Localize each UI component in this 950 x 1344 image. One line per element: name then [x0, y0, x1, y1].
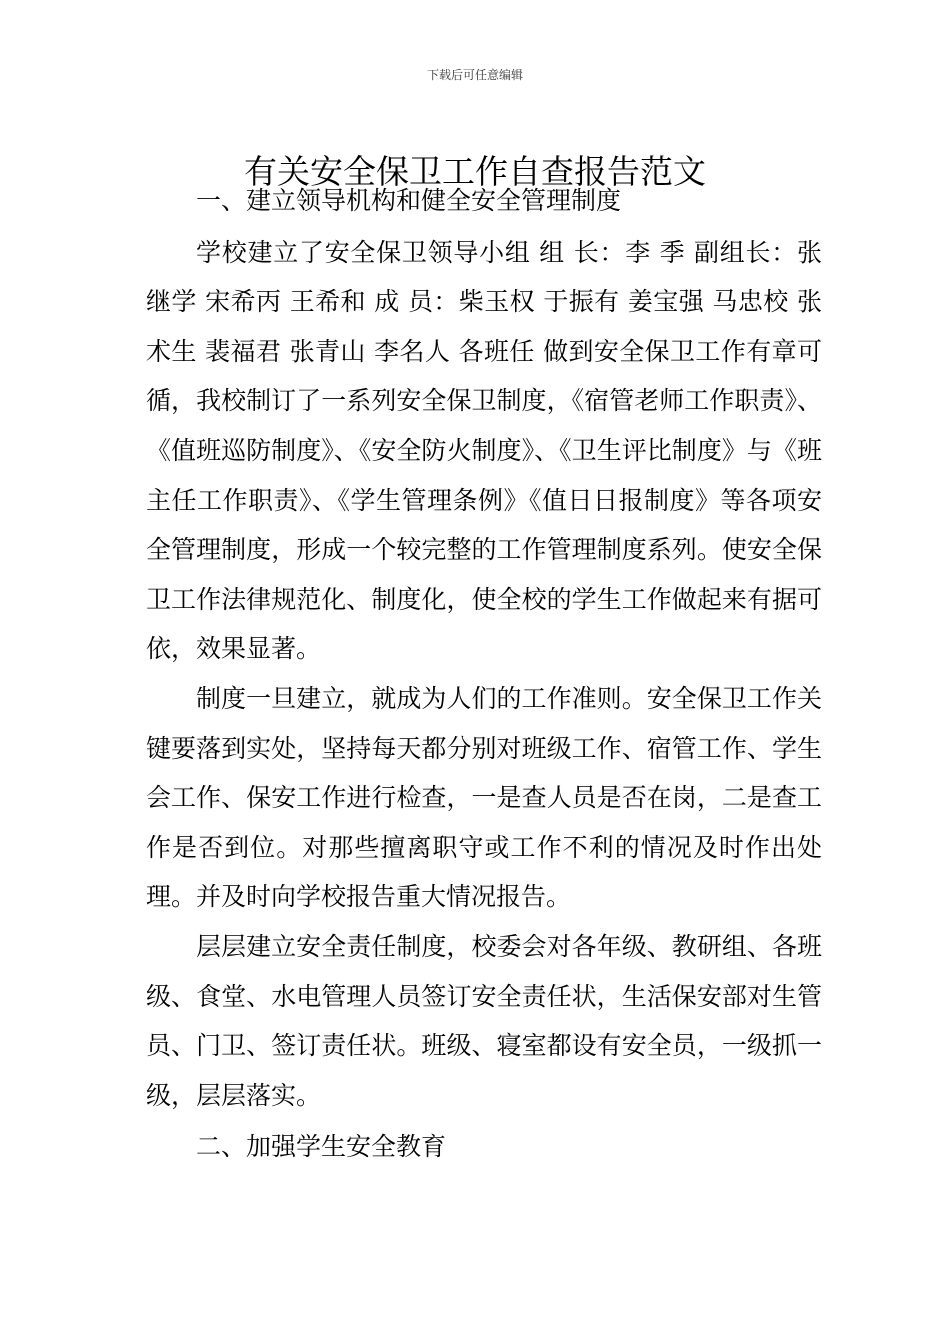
- paragraph-2: 制度一旦建立，就成为人们的工作准则。安全保卫工作关键要落到实处，坚持每天都分别对班级工作、宿管工作、学生会工作、保安工作进行检查，一是查人员是否在岗，二是查工作是否到位。对那些擅离职守或工作不利的情况及时作出处理。并及时向学校报告重大情况报告。: [146, 683, 822, 912]
- section-heading-1: 一、建立领导机构和健全安全管理制度: [196, 186, 622, 215]
- document-title: 有关安全保卫工作自查报告范文: [244, 152, 706, 192]
- section-heading-2: 二、加强学生安全教育: [196, 1132, 447, 1162]
- document-body: [146, 176, 822, 1174]
- paragraph-3: 层层建立安全责任制度，校委会对各年级、教研组、各班级、食堂、水电管理人员签订安全责任状，生活保安部对生管员、门卫、签订责任状。班级、寝室都设有安全员，一级抓一级，层层落实。: [146, 931, 822, 1110]
- page-header: 下载后可任意编辑: [426, 68, 523, 82]
- paragraph-1: 学校建立了安全保卫领导小组 组 长：李 季 副组长：张继学 宋希丙 王希和 成 员：柴玉权 于振有 姜宝强 马忠校 张术生 裴福君 张青山 李名人 各班任 做到安全保卫工作有章可循，我校制订了一系列安全保卫制度，《宿管老师工作职责》、《值班巡防制度》、《安全防火制度》、《卫生评比制度》与《班主任工作职责》、《学生管理条例》《值日日报制度》等各项安全管理制度，形成一个较完整的工作管理制度系列。使安全保卫工作法律规范化、制度化，使全校的学生工作做起来有据可依，效果显著。: [146, 237, 822, 664]
